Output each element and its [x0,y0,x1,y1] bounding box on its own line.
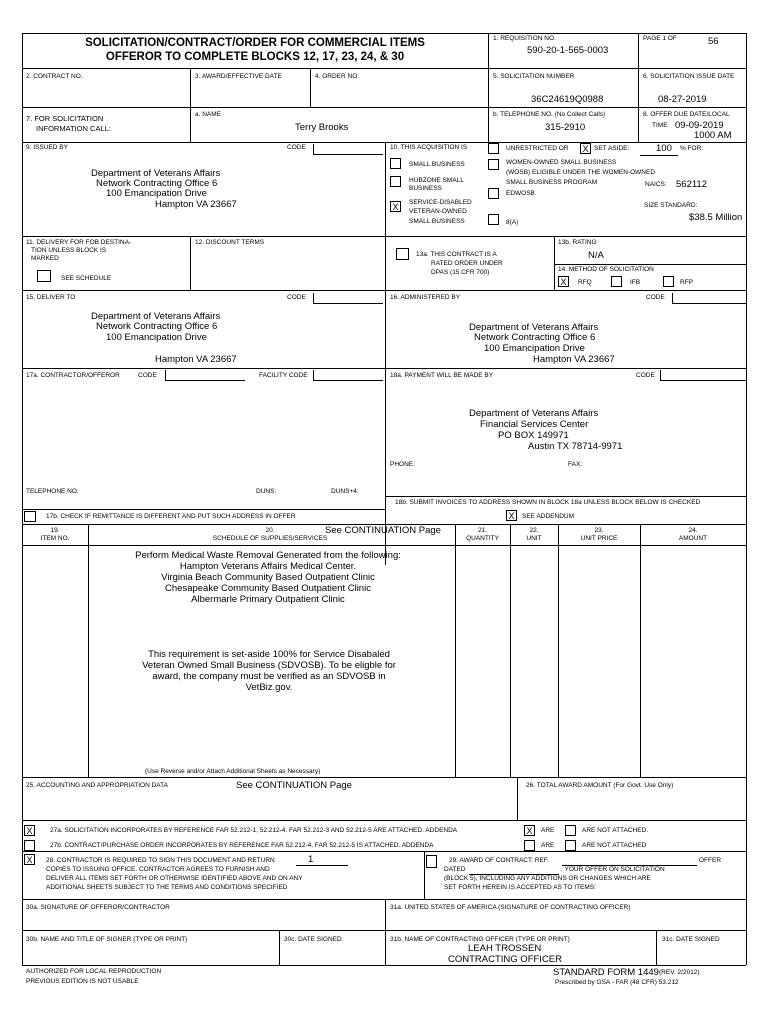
requisition-value[interactable]: 590-20-1-565-0003 [527,45,609,56]
acquisition-label: 10. THIS ACQUISITION IS [390,144,468,151]
duns-label: DUNS: [256,488,277,495]
eight-a-checkbox[interactable] [488,214,499,225]
issued-by-code-field[interactable] [313,144,383,155]
addenda-not-27a-label: ARE NOT ATTACHED. [582,827,649,834]
notice-line: Veteran Owned Small Business (SDVOSB). To be eligble for [142,660,396,671]
issued-by-line-1: Department of Veterans Affairs [91,168,221,179]
rfp-label: RFP [680,279,693,286]
administered-by-line-3: 100 Emancipation Drive [484,343,585,354]
signer-name-label: 30b. NAME AND TITLE OF SIGNER (TYPE OR PRINT) [26,936,188,943]
footer-previous-edition: PREVIOUS EDITION IS NOT USABLE [26,978,139,985]
contact-phone-value[interactable]: 315-2910 [545,122,586,133]
contractor-code-label: CODE [138,372,157,379]
administered-by-code-label: CODE [646,294,665,301]
ifb-checkbox[interactable] [611,276,622,287]
payment-phone-label: PHONE: [390,461,415,468]
addenda-not-27b-label: ARE NOT ATTACHED [582,842,647,849]
accounting-value: See CONTINUATION Page [236,780,352,791]
description-line: Virginia Beach Community Based Outpatient Clinic [161,572,375,583]
fob-label-1: 11. DELIVERY FOR FOB DESTINA- [26,239,132,246]
date-signed-31c-label: 31c. DATE SIGNED [662,936,720,943]
rfq-checkbox[interactable]: X [558,276,569,287]
officer-name-value: LEAH TROSSEN [468,943,542,954]
deliver-to-city: Hampton VA 23667 [155,354,237,365]
reverse-note: (Use Reverse and/or Attach Additional Sheets as Necessary) [145,768,321,775]
administered-by-label: 16. ADMINISTERED BY [390,294,461,301]
schedule-continuation: See CONTINUATION Page [325,525,441,536]
form-title-line1: SOLICITATION/CONTRACT/ORDER FOR COMMERCIAL ITEMS [85,37,425,49]
deliver-to-code-field[interactable] [313,293,383,304]
set-aside-notice [130,649,408,693]
hubzone-checkbox[interactable] [390,176,401,187]
officer-title-value: CONTRACTING OFFICER [448,954,562,965]
method-label: 14. METHOD OF SOLICITATION [558,266,654,273]
addenda-not-27b-checkbox[interactable] [565,840,576,851]
edwosb-checkbox[interactable] [488,188,499,199]
far-27a-label: 27a. SOLICITATION INCORPORATES BY REFERENCE FAR 52.212-1, 52.212-4. FAR 52.212-3 AND 52.212-5 ARE ATTACHED. ADDENDA [50,827,458,834]
description-line: Perform Medical Waste Removal Generated from the following: [135,550,401,561]
unrestricted-checkbox[interactable] [488,143,499,154]
col-quantity-label: QUANTITY [466,535,499,542]
issued-by-code-label: CODE [287,144,306,151]
footer-reproduction: AUTHORIZED FOR LOCAL REPRODUCTION [26,968,162,975]
award-line-1: 29. AWARD OF CONTRACT: REF. [449,857,549,864]
description-line: Albermarle Primary Outpatient Clinic [191,594,345,605]
issue-date-value[interactable]: 08-27-2019 [658,94,707,105]
issue-date-label: 6. SOLICITATION ISSUE DATE [643,73,735,80]
payment-fax-label: FAX: [568,461,583,468]
discount-terms-label: 12. DISCOUNT TERMS [195,239,265,246]
notice-line: award, the company must be verified as an SDVOSB in [152,671,386,682]
solicitation-no-label: 5. SOLICITATION NUMBER [493,73,575,80]
far-27b-label: 27b. CONTRACT/PURCHASE ORDER INCORPORATES BY REFERENCE FAR 52.212-4. FAR 52.212-5 IS ATTACHED. ADDENDA [50,842,434,849]
officer-name-label: 31b. NAME OF CONTRACTING OFFICER (TYPE OR PRINT) [390,936,570,943]
schedule-description [120,550,416,605]
set-aside-label: SET ASIDE: [594,145,630,152]
deliver-to-code-label: CODE [287,294,306,301]
rated-order-label-2: RATED ORDER UNDER [431,260,503,267]
notice-line: VetBiz.gov. [245,682,293,693]
wosb-label-2: (WOSB) ELIGIBLE UNDER THE WOMEN-OWNED [506,169,656,176]
submit-invoices-label: 18b. SUBMIT INVOICES TO ADDRESS SHOWN IN BLOCK 18a UNLESS BLOCK BELOW IS CHECKED [395,499,701,506]
col-item-no-num: 19. [50,527,60,534]
deliver-to-line-3: 100 Emancipation Drive [106,332,207,343]
award-date-label: 3. AWARD/EFFECTIVE DATE [195,73,282,80]
footer-form-name: STANDARD FORM 1449 [553,967,659,978]
facility-code-label: FACILITY CODE [259,372,308,379]
set-aside-checkbox[interactable]: X [580,143,591,154]
accounting-label: 25. ACCOUNTING AND APPROPRIATION DATA [26,782,168,789]
col-unit-price-label: UNIT PRICE [580,535,618,542]
naics-value[interactable]: 562112 [676,179,707,190]
award-line-2: DATED [444,866,466,873]
total-award-label: 26. TOTAL AWARD AMOUNT (For Govt. Use Only) [526,782,674,789]
hubzone-label-1: HUBZONE SMALL [409,177,464,184]
offer-due-label-2: TIME [652,122,668,129]
award-line-4: SET FORTH HEREIN IS ACCEPTED AS TO ITEMS: [444,884,596,891]
info-call-label-2: INFORMATION CALL: [36,124,111,133]
offer-due-time[interactable]: 1000 AM [694,130,732,141]
col-amount-num: 24. [688,527,698,534]
fob-label-3: MARKED [31,255,59,262]
small-business-checkbox[interactable] [390,158,401,169]
col-unit-label: UNIT [526,535,542,542]
naics-label: NAICS: [645,181,667,188]
administered-by-code-field[interactable] [672,293,746,304]
contract-no-label: 2. CONTRACT NO. [26,73,83,80]
issued-by-label: 9. ISSUED BY [26,144,68,151]
see-schedule-checkbox[interactable] [37,270,51,282]
rating-value[interactable]: N/A [588,250,604,261]
contractor-sign-line-3: DELIVER ALL ITEMS SET FORTH OR OTHERWISE IDENTIFIED ABOVE AND ON ANY [46,875,303,882]
contractor-code-field[interactable] [165,370,245,381]
wosb-checkbox[interactable] [488,159,499,170]
rated-order-label-1: 13a. THIS CONTRACT IS A [416,251,497,258]
contact-name-label: a. NAME [195,111,222,118]
col-quantity-num: 21. [477,527,488,534]
far-27a-checkbox[interactable]: X [24,825,35,836]
edwosb-label: EDWOSB [506,190,535,197]
offeror-signature-label: 30a. SIGNATURE OF OFFEROR/CONTRACTOR [26,904,170,911]
sdvosb-label-3: SMALL BUSINESS [409,218,465,225]
solicitation-no-value[interactable]: 36C24619Q0988 [531,94,604,105]
page-total: 56 [708,36,719,47]
rfq-label: RFQ [578,279,592,286]
set-aside-percent[interactable]: 100 [656,143,672,154]
remittance-checkbox[interactable] [24,511,36,522]
col-item-no-label: ITEM NO. [40,535,70,542]
order-no-label: 4. ORDER NO. [315,73,360,80]
ifb-label: IFB [630,279,641,286]
notice-line: This requirement is set-aside 100% for Service Disabaled [148,649,390,660]
administered-by-line-1: Department of Veterans Affairs [469,322,599,333]
small-business-label: SMALL BUSINESS [409,161,465,168]
unrestricted-label: UNRESTRICTED OR [506,145,569,152]
contractor-sign-line-4: ADDITIONAL SHEETS SUBJECT TO THE TERMS AND CONDITIONS SPECIFIED [46,884,288,891]
addenda-are-27a-label: ARE [541,827,555,834]
rated-order-label-3: DPAS (15 CFR 700) [431,269,490,276]
percent-for-label: % FOR: [680,145,704,152]
issued-by-line-4: Hampton VA 23667 [155,199,237,210]
facility-code-field[interactable] [313,370,383,381]
eight-a-label: 8(A) [506,219,519,226]
see-addendum-checkbox[interactable]: X [506,510,517,521]
col-unit-price-num: 23. [594,527,604,534]
date-signed-30c-label: 30c. DATE SIGNED [284,936,342,943]
contractor-sign-line-1: 28. CONTRACTOR IS REQUIRED TO SIGN THIS DOCUMENT AND RETURN [46,857,275,864]
contact-phone-label: b. TELEPHONE NO. (No Collect Calls) [493,111,606,118]
col-schedule-label: SCHEDULE OF SUPPLIES/SERVICES [212,535,328,542]
hubzone-label-2: BUSINESS [409,185,442,192]
see-addendum-label: SEE ADDENDUM [522,513,575,520]
page-label: PAGE 1 OF [643,35,677,42]
fob-label-2: TION UNLESS BLOCK IS [31,247,107,254]
far-27b-checkbox[interactable] [24,840,35,851]
see-schedule-label: SEE SCHEDULE [61,275,112,282]
description-line: Hampton Veterans Affairs Medical Center. [179,561,357,572]
deliver-to-line-1: Department of Veterans Affairs [91,311,221,322]
administered-by-line-4: Hampton VA 23667 [533,354,615,365]
requisition-label: 1. REQUISITION NO. [493,35,556,42]
footer-revision: (REV. 2/2012) [659,969,700,976]
sdvosb-label-2: VETERAN-OWNED [409,208,467,215]
contractor-sign-checkbox[interactable]: X [24,854,35,865]
award-line-3: (BLOCK 5), INCLUDING ANY ADDITIONS OR CHANGES WHICH ARE [444,875,651,882]
award-checkbox[interactable] [426,855,437,868]
payment-by-line-2: Financial Services Center [480,419,589,430]
contractor-sign-line-2: COPIES TO ISSUING OFFICE. CONTRACTOR AGREES TO FURNISH AND [46,866,270,873]
payment-by-line-1: Department of Veterans Affairs [469,408,599,419]
info-call-label-1: 7. FOR SOLICITATION [26,114,104,123]
description-line: Chesapeake Community Based Outpatient Clinic [165,583,371,594]
payment-by-label: 18a. PAYMENT WILL BE MADE BY [390,372,494,379]
sdvosb-checkbox[interactable]: X [390,201,401,212]
contractor-label: 17a. CONTRACTOR/OFFEROR [26,372,120,379]
rating-label: 13b. RATING [558,239,597,246]
payment-by-code-label: CODE [636,372,655,379]
addenda-not-27a-checkbox[interactable] [565,825,576,836]
copies-count[interactable]: 1 [308,854,314,865]
contractor-telephone-label: TELEPHONE NO. [26,488,79,495]
addenda-are-27a-checkbox[interactable]: X [524,825,535,836]
col-unit-num: 22. [529,527,539,534]
issued-by-line-3: 100 Emancipation Drive [106,188,207,199]
addenda-are-27b-checkbox[interactable] [524,840,535,851]
payment-by-city: Austin TX 78714-9971 [528,441,623,452]
officer-signature-label: 31a. UNITED STATES OF AMERICA (SIGNATURE OF CONTRACTING OFFICER) [390,904,631,911]
wosb-label-1: WOMEN-OWNED SMALL BUSINESS [506,159,617,166]
offer-due-date[interactable]: 09-09-2019 [675,120,724,131]
issued-by-line-2: Network Contracting Office 6 [96,178,218,189]
size-standard-label: SIZE STANDARD: [644,202,698,209]
size-standard-value[interactable]: $38.5 Million [689,212,743,223]
footer-prescribed: Prescribed by GSA - FAR (48 CFR) 53.212 [555,979,679,986]
payment-by-code-field[interactable] [660,370,746,381]
remittance-label: 17b. CHECK IF REMITTANCE IS DIFFERENT AND PUT SUCH ADDRESS IN OFFER [46,513,296,520]
deliver-to-label: 15. DELIVER TO [26,294,76,301]
form-title-line2: OFFEROR TO COMPLETE BLOCKS 12, 17, 23, 24, & 30 [105,51,405,63]
contact-name-value[interactable]: Terry Brooks [295,122,349,133]
col-amount-label: AMOUNT [678,535,708,542]
award-offer-label: OFFER [699,857,722,864]
payment-by-line-3: PO BOX 149971 [498,430,569,441]
rated-order-checkbox[interactable] [396,248,409,260]
addenda-are-27b-label: ARE [541,842,555,849]
sdvosb-label-1: SERVICE-DISABLED [409,199,472,206]
col-schedule-num: 20. [265,527,275,534]
wosb-label-3: SMALL BUSINESS PROGRAM [506,179,598,186]
deliver-to-line-2: Network Contracting Office 6 [96,321,218,332]
award-line-2b: . YOUR OFFER ON SOLICITATION [561,866,665,873]
offer-due-label-1: 8. OFFER DUE DATE/LOCAL [643,111,730,118]
rfp-checkbox[interactable] [663,276,674,287]
administered-by-line-2: Network Contracting Office 6 [474,332,596,343]
duns4-label: DUNS+4: [331,488,359,495]
